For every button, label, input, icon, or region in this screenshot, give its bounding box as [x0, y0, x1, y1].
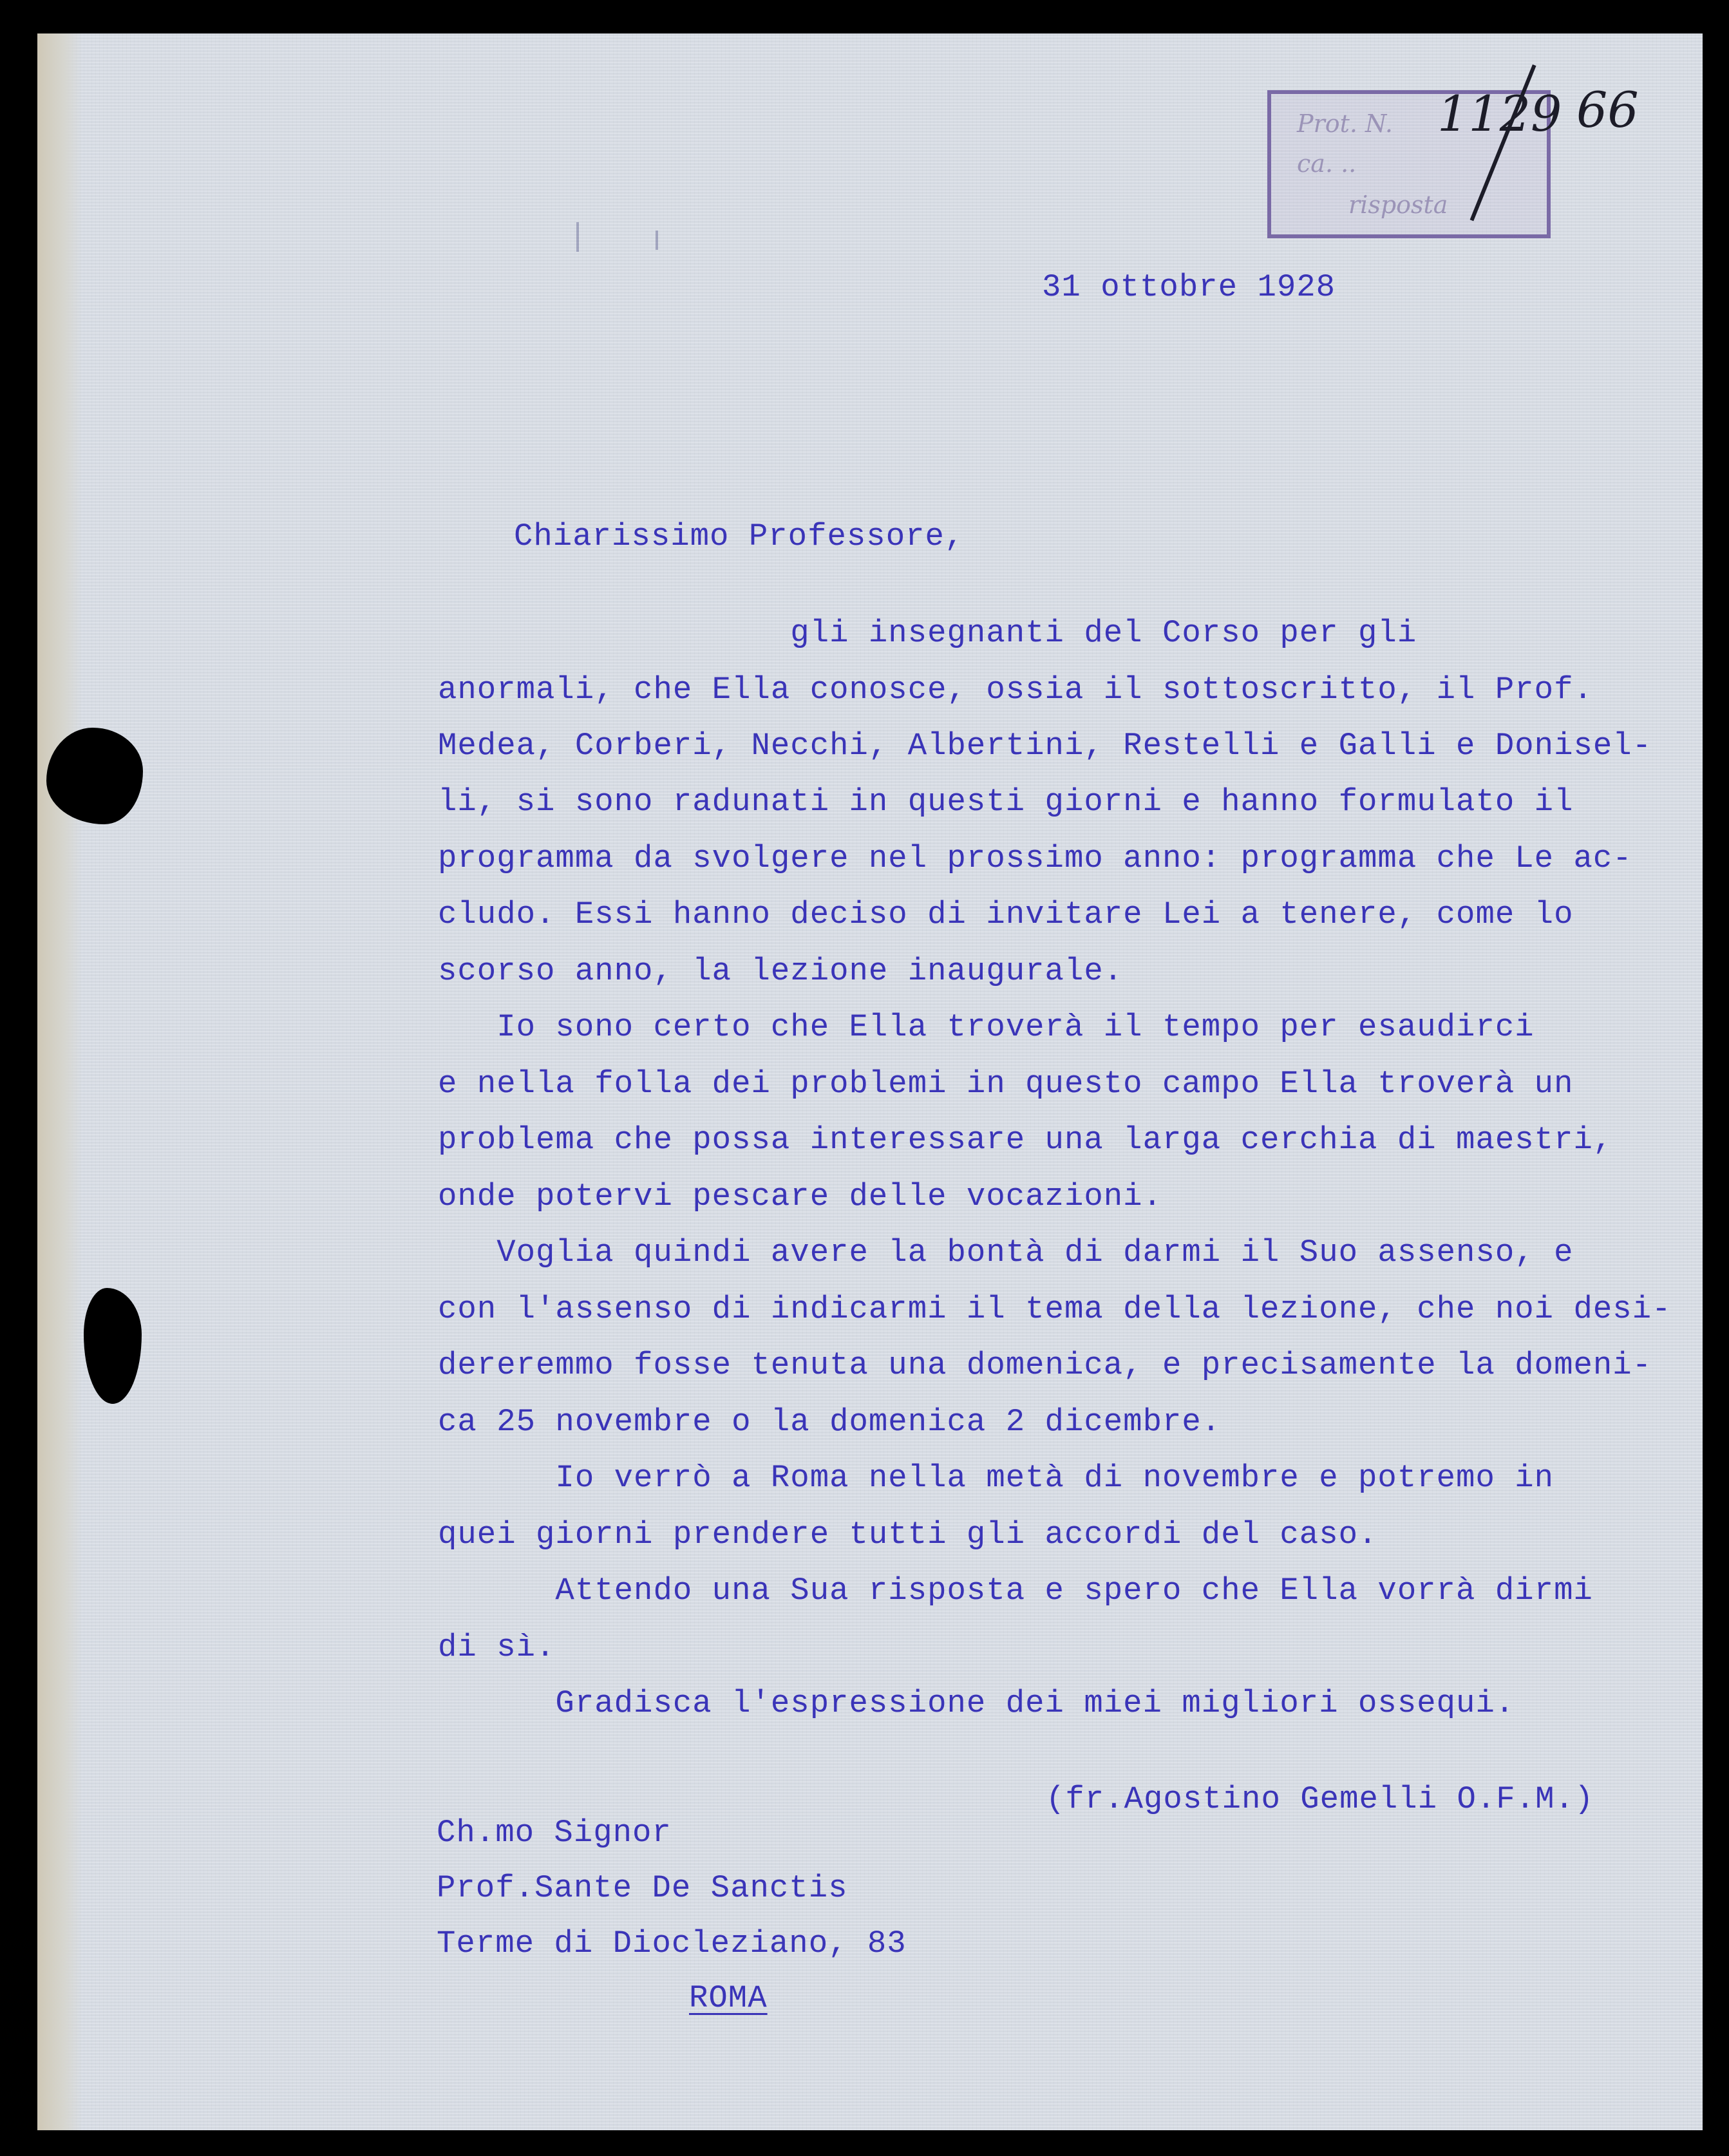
- recipient-title: Ch.mo Signor: [437, 1815, 672, 1851]
- body-line: onde potervi pescare delle vocazioni.: [438, 1178, 1162, 1215]
- recipient-name: Prof.Sante De Sanctis: [437, 1870, 848, 1906]
- stamp-line: Prot. N.: [1297, 109, 1393, 138]
- recipient-address: Terme di Diocleziano, 83: [437, 1925, 907, 1962]
- body-line: dereremmo fosse tenuta una domenica, e precisamente la domeni-: [438, 1347, 1652, 1383]
- signature: (fr.Agostino Gemelli O.F.M.): [1046, 1781, 1594, 1817]
- body-line: Io verrò a Roma nella metà di novembre e potremo in: [438, 1460, 1554, 1496]
- body-line: ca 25 novembre o la domenica 2 dicembre.: [438, 1404, 1222, 1440]
- body-line: con l'assenso di indicarmi il tema della lezione, che noi desi-: [438, 1291, 1672, 1327]
- paper-hole: [46, 728, 143, 824]
- letter-date: 31 ottobre 1928: [1042, 269, 1336, 305]
- body-line: Io sono certo che Ella troverà il tempo per esaudirci: [438, 1009, 1535, 1045]
- salutation: Chiarissimo Professore,: [514, 518, 965, 554]
- paper-mark: [576, 222, 579, 252]
- body-line: gli insegnanti del Corso per gli: [438, 615, 1417, 651]
- body-line: anormali, che Ella conosce, ossia il sottoscritto, il Prof.: [438, 672, 1593, 708]
- body-line: problema che possa interessare una larga cerchia di maestri,: [438, 1122, 1613, 1158]
- body-line: Voglia quindi avere la bontà di darmi il Suo assenso, e: [438, 1234, 1574, 1271]
- body-line: di sì.: [438, 1629, 556, 1665]
- body-line: Gradisca l'espressione dei miei migliori ossequi.: [438, 1685, 1515, 1721]
- body-line: e nella folla dei problemi in questo campo Ella troverà un: [438, 1066, 1574, 1102]
- stamp-line: risposta: [1348, 191, 1448, 219]
- body-line: Medea, Corberi, Necchi, Albertini, Restelli e Galli e Donisel-: [438, 728, 1652, 764]
- paper-worn-edge: [37, 33, 82, 2130]
- stamp-line: ca. ..: [1297, 149, 1357, 178]
- paper-mark: [656, 231, 658, 250]
- body-line: Attendo una Sua risposta e spero che Ella vorrà dirmi: [438, 1573, 1593, 1609]
- archive-number: 1129: [1437, 85, 1562, 142]
- body-line: programma da svolgere nel prossimo anno: programma che Le ac-: [438, 840, 1632, 876]
- body-line: scorso anno, la lezione inaugurale.: [438, 953, 1124, 989]
- body-line: quei giorni prendere tutti gli accordi del caso.: [438, 1517, 1378, 1553]
- archive-page: 66: [1576, 81, 1639, 138]
- recipient-city: ROMA: [689, 1980, 768, 2016]
- body-line: cludo. Essi hanno deciso di invitare Lei a tenere, come lo: [438, 896, 1574, 932]
- body-line: li, si sono radunati in questi giorni e hanno formulato il: [438, 784, 1574, 820]
